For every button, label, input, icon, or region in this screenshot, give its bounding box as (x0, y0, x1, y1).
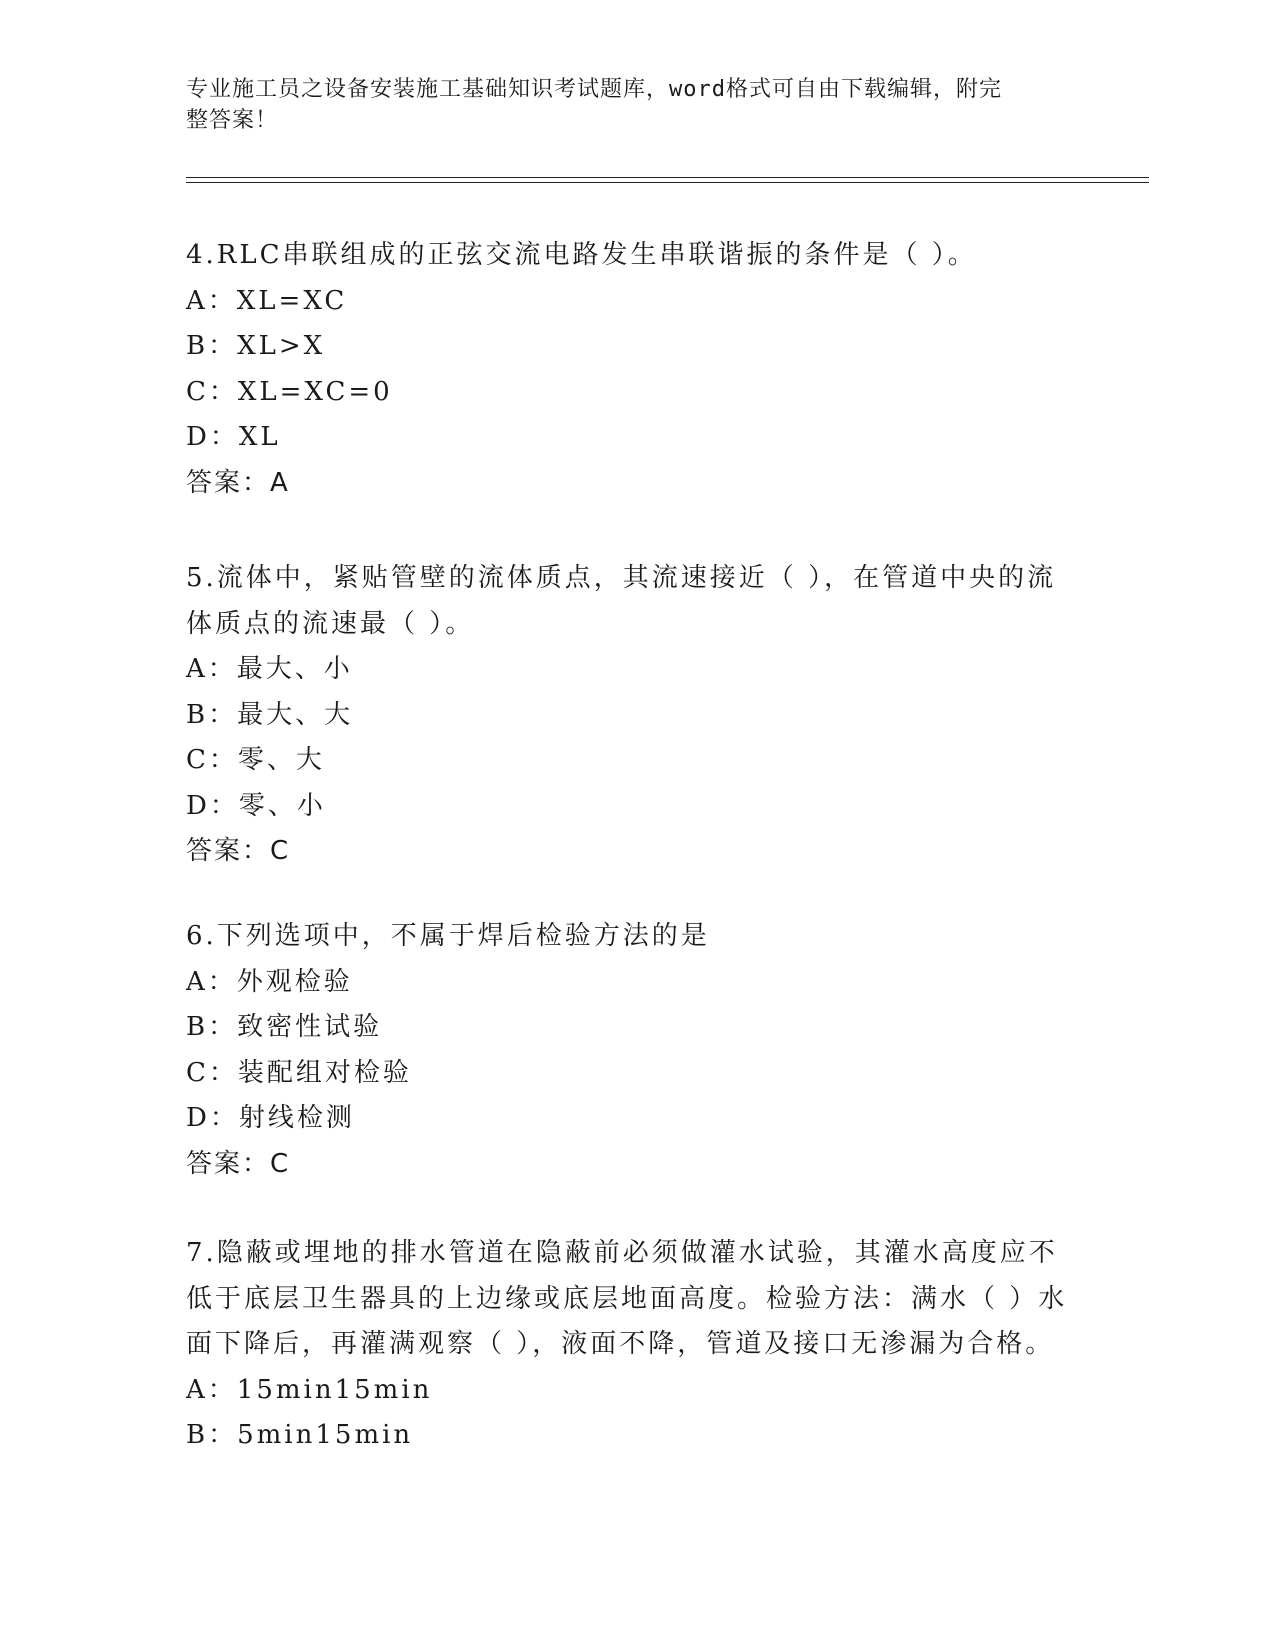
option-d: D：射线检测 (186, 1103, 355, 1133)
option-b: B：最大、大 (186, 699, 354, 730)
option-d: D：XL (186, 422, 281, 452)
header-line-2: 整答案！ (186, 108, 279, 133)
option-b: B：XL>X (186, 331, 326, 361)
question-stem: 5.流体中，紧贴管壁的流体质点，其流速接近（ ），在管道中央的流 (186, 563, 1057, 593)
header-divider-top (186, 177, 1149, 178)
header-divider-bottom (186, 182, 1149, 183)
document-header (186, 74, 1066, 136)
option-a: A：最大、小 (186, 654, 353, 684)
question-stem-continued: 低于底层卫生器具的上边缘或底层地面高度。检验方法：满水（ ）水 (186, 1283, 1068, 1314)
question-stem-continued: 体质点的流速最（ ）。 (186, 608, 475, 639)
question-stem: 4.RLC串联组成的正弦交流电路发生串联谐振的条件是（ ）。 (186, 240, 977, 270)
question-7 (186, 1231, 1086, 1459)
question-stem: 6.下列选项中，不属于焊后检验方法的是 (186, 921, 710, 951)
option-c: C：零、大 (186, 745, 325, 775)
option-a: A：15min15min (186, 1374, 433, 1405)
option-c: C：XL=XC=0 (186, 376, 393, 407)
option-d: D：零、小 (186, 790, 326, 821)
option-b: B：致密性试验 (186, 1012, 383, 1042)
question-stem-continued: 面下降后，再灌满观察（ ），液面不降，管道及接口无渗漏为合格。 (186, 1329, 1055, 1359)
option-c: C：装配组对检验 (186, 1057, 412, 1088)
answer: 答案：C (186, 836, 291, 866)
option-b: B：5min15min (186, 1420, 414, 1450)
answer: 答案：C (186, 1148, 291, 1179)
answer: 答案：A (186, 467, 290, 498)
question-4 (186, 233, 1086, 506)
question-6 (186, 914, 1086, 1187)
option-a: A：XL=XC (186, 285, 348, 316)
header-line-1: 专业施工员之设备安装施工基础知识考试题库，word格式可自由下载编辑，附完 (186, 77, 1002, 102)
option-a: A：外观检验 (186, 966, 353, 997)
question-5 (186, 556, 1086, 875)
question-stem: 7.隐蔽或埋地的排水管道在隐蔽前必须做灌水试验，其灌水高度应不 (186, 1238, 1058, 1268)
